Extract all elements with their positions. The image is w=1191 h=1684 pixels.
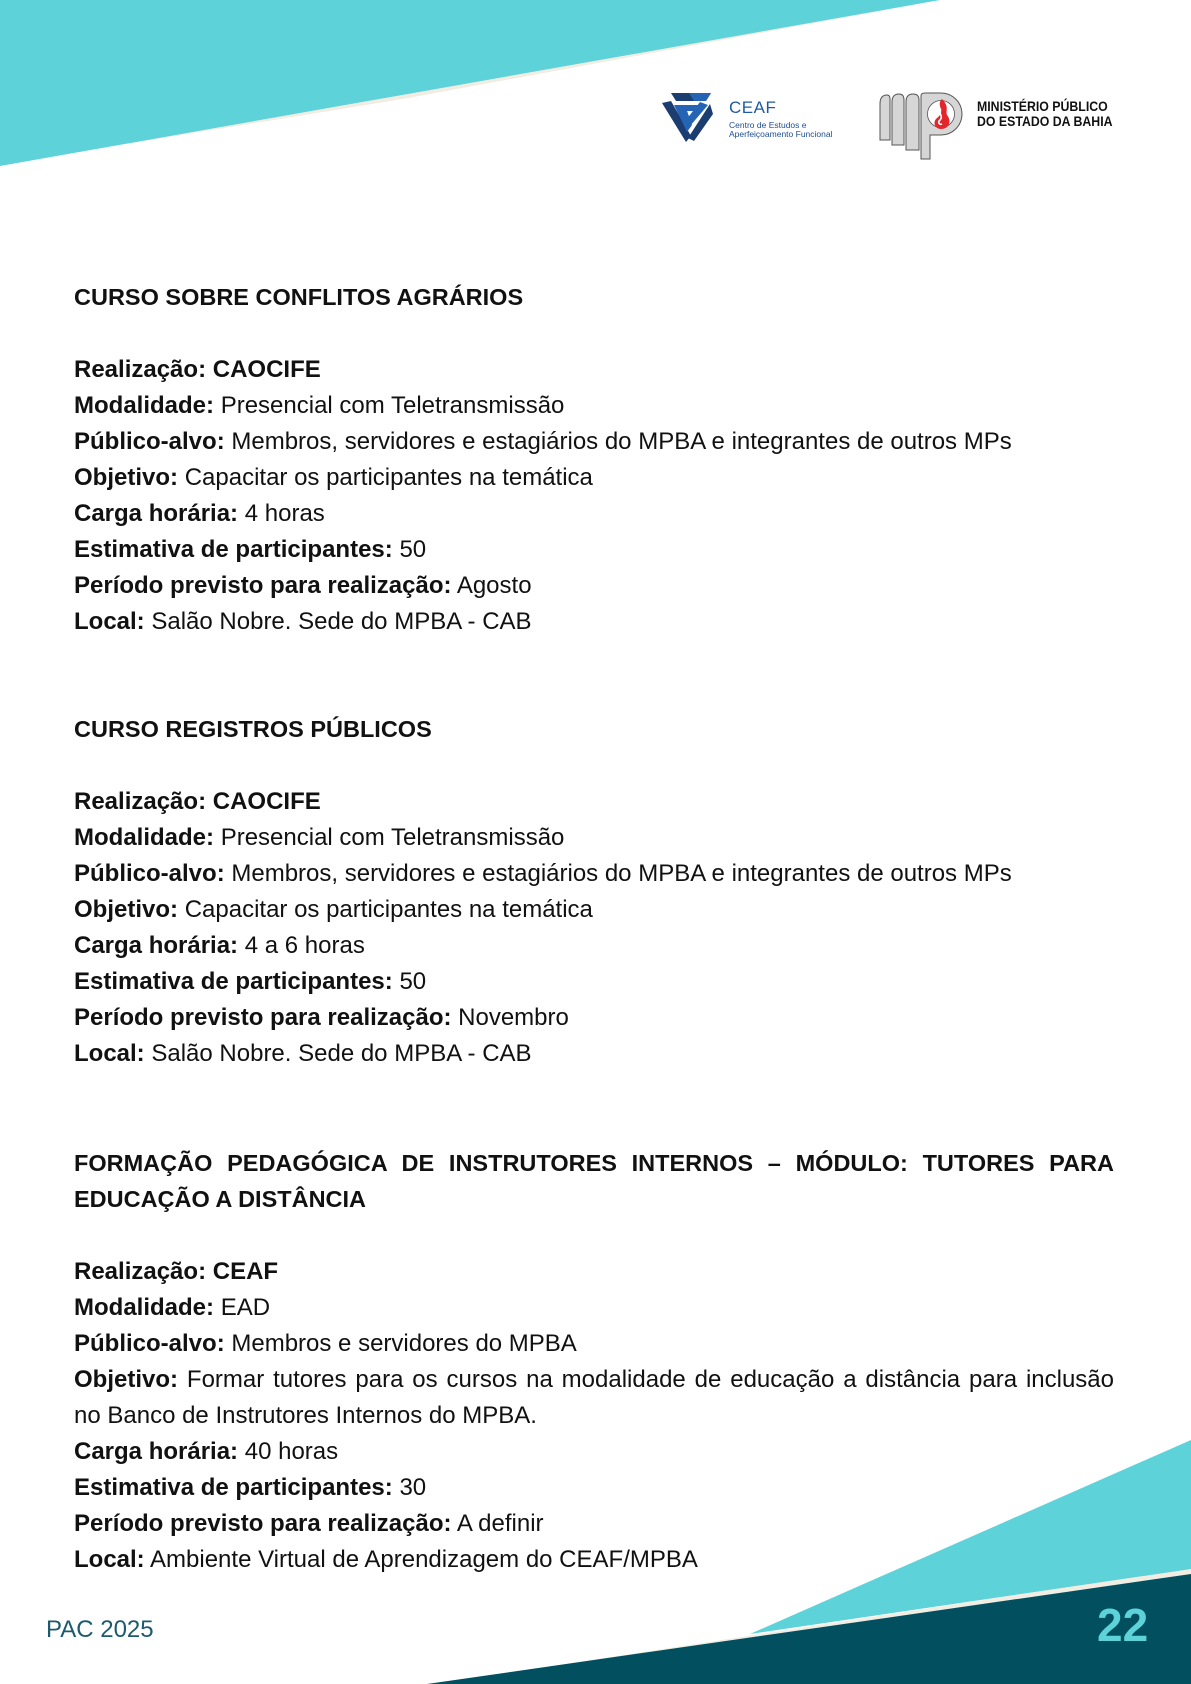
field-periodo-previsto (74, 1000, 1114, 1036)
page-number: 22 (1097, 1599, 1149, 1651)
field-carga-horaria (74, 496, 1114, 532)
field-value: 30 (399, 1474, 427, 1501)
course-details (74, 784, 1114, 1072)
field-value: Agosto (456, 572, 532, 599)
field-objetivo (74, 460, 1114, 496)
field-label: Público-alvo: (74, 1330, 225, 1357)
course-section (74, 711, 1114, 1072)
course-title: CURSO REGISTROS PÚBLICOS (74, 716, 432, 742)
course-details (74, 1254, 1114, 1578)
mpba-wordmark (977, 99, 1113, 129)
field-periodo-previsto (74, 568, 1114, 604)
field-label: Realização: (74, 788, 207, 815)
field-value: Capacitar os participantes na temática (184, 464, 593, 491)
field-realizacao (74, 352, 1114, 388)
course-section (74, 1145, 1114, 1578)
field-local (74, 1542, 1114, 1578)
footer-navy-band (427, 1574, 1191, 1684)
field-label: Público-alvo: (74, 860, 225, 887)
field-label: Carga horária: (74, 500, 239, 527)
field-modalidade (74, 1290, 1114, 1326)
field-label: Estimativa de participantes: (74, 1474, 393, 1501)
field-value: 40 horas (244, 1438, 339, 1465)
field-publico-alvo (74, 1326, 1114, 1362)
ceaf-subtitle-line1: Centro de Estudos e (729, 120, 807, 130)
field-value: CAOCIFE (212, 788, 321, 815)
course-section (74, 279, 1114, 640)
field-modalidade (74, 388, 1114, 424)
course-title: CURSO SOBRE CONFLITOS AGRÁRIOS (74, 284, 524, 310)
field-local (74, 1036, 1114, 1072)
field-realizacao (74, 784, 1114, 820)
field-label: Objetivo: (74, 896, 179, 923)
field-label: Período previsto para realização: (74, 1004, 452, 1031)
field-label: Realização: (74, 356, 207, 383)
field-label: Objetivo: (74, 1366, 179, 1393)
field-carga-horaria (74, 1434, 1114, 1470)
field-label: Local: (74, 1040, 145, 1067)
document-label: PAC 2025 (46, 1616, 154, 1643)
field-label: Público-alvo: (74, 428, 225, 455)
ceaf-acronym: CEAF (729, 98, 777, 117)
field-value: Novembro (458, 1004, 569, 1031)
field-label: Estimativa de participantes: (74, 968, 393, 995)
field-value: 4 horas (244, 500, 325, 527)
field-value: Formar tutores para os cursos na modalidade de educação a distância para inclusão no Banco de Instrutores Internos do MPBA. (74, 1366, 1115, 1429)
field-local (74, 604, 1114, 640)
field-objetivo (74, 1362, 1114, 1434)
course-details (74, 352, 1114, 640)
field-carga-horaria (74, 928, 1114, 964)
field-estimativa-participantes (74, 964, 1114, 1000)
field-value: 50 (399, 536, 427, 563)
field-value: Presencial com Teletransmissão (220, 392, 565, 419)
field-label: Local: (74, 1546, 145, 1573)
field-value: 50 (399, 968, 427, 995)
field-modalidade (74, 820, 1114, 856)
field-value: Presencial com Teletransmissão (220, 824, 565, 851)
field-objetivo (74, 892, 1114, 928)
ceaf-subtitle-line2: Aperfeiçoamento Funcional (729, 129, 833, 139)
field-label: Período previsto para realização: (74, 572, 452, 599)
field-label: Carga horária: (74, 932, 239, 959)
field-estimativa-participantes (74, 1470, 1114, 1506)
field-label: Realização: (74, 1258, 207, 1285)
ceaf-emblem-icon (661, 92, 713, 142)
field-value: Salão Nobre. Sede do MPBA - CAB (151, 608, 532, 635)
field-label: Local: (74, 608, 145, 635)
field-value: A definir (456, 1510, 544, 1537)
field-label: Período previsto para realização: (74, 1510, 452, 1537)
field-label: Objetivo: (74, 464, 179, 491)
field-value: Membros e servidores do MPBA (231, 1330, 577, 1357)
field-publico-alvo (74, 424, 1114, 460)
field-value: Ambiente Virtual de Aprendizagem do CEAF/MPBA (150, 1546, 698, 1573)
field-value: Salão Nobre. Sede do MPBA - CAB (151, 1040, 532, 1067)
field-publico-alvo (74, 856, 1114, 892)
field-estimativa-participantes (74, 532, 1114, 568)
field-value: EAD (220, 1294, 271, 1321)
field-value: Capacitar os participantes na temática (184, 896, 593, 923)
field-label: Modalidade: (74, 1294, 215, 1321)
mpba-name-line2: DO ESTADO DA BAHIA (977, 113, 1113, 129)
field-label: Estimativa de participantes: (74, 536, 393, 563)
field-label: Modalidade: (74, 824, 215, 851)
field-label: Modalidade: (74, 392, 215, 419)
ceaf-wordmark (729, 99, 832, 139)
field-realizacao (74, 1254, 1114, 1290)
mpba-name-line1: MINISTÉRIO PÚBLICO (977, 98, 1108, 114)
field-value: 4 a 6 horas (244, 932, 365, 959)
mp-emblem-icon (879, 90, 963, 160)
header-teal-band (0, 0, 940, 166)
field-value: CEAF (212, 1258, 279, 1285)
field-periodo-previsto (74, 1506, 1114, 1542)
course-title: FORMAÇÃO PEDAGÓGICA DE INSTRUTORES INTERNOS – MÓDULO: TUTORES PARA EDUCAÇÃO A DISTÂNCIA (74, 1150, 1114, 1212)
field-value: CAOCIFE (212, 356, 321, 383)
field-value: Membros, servidores e estagiários do MPBA e integrantes de outros MPs (231, 428, 1012, 455)
field-value: Membros, servidores e estagiários do MPBA e integrantes de outros MPs (231, 860, 1012, 887)
field-label: Carga horária: (74, 1438, 239, 1465)
